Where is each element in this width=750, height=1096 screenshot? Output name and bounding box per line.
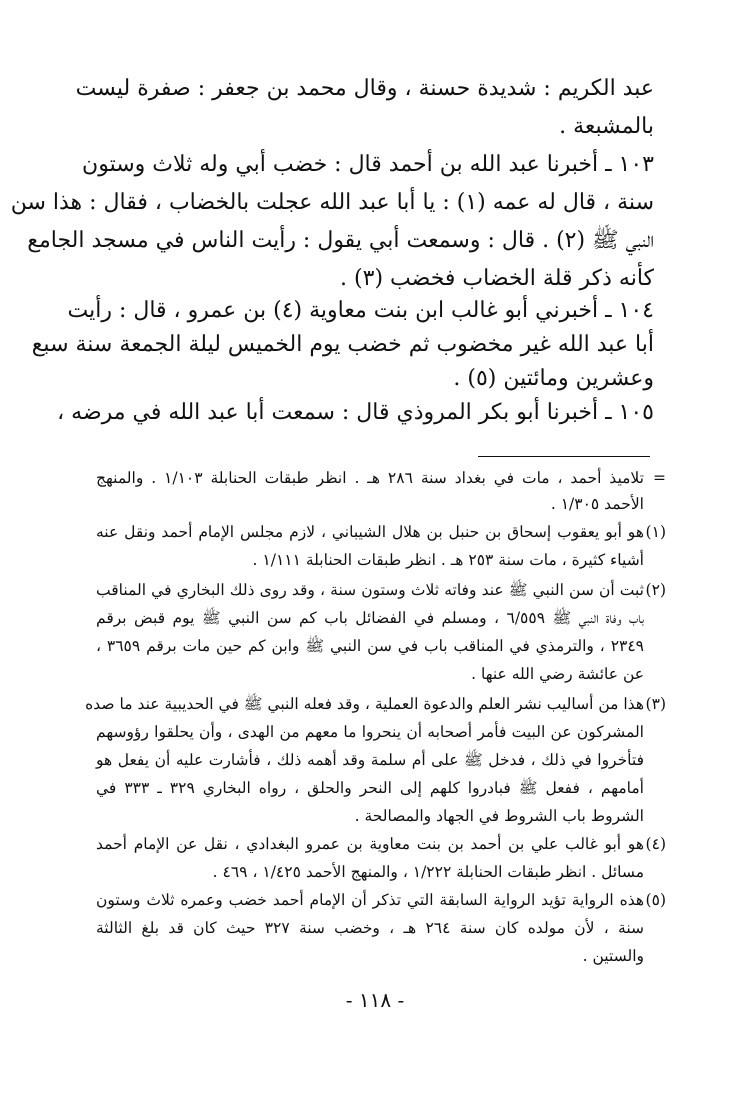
footnote-line: هو أبو يعقوب إسحاق بن حنبل بن هلال الشيباني ، لازم مجلس الإمام أحمد ونقل عنه [96,523,644,541]
footnote-line: باب وفاة النبي ﷺ ٦/٥٥٩ ، ومسلم في الفضائل باب كم سن النبي ﷺ يوم قبض برقم [96,609,645,627]
footnote-line: مسائل . انظر طبقات الحنابلة ١/٢٢٢ ، والمنهج الأحمد ١/٤٢٥ ، ٤٦٩ . [212,863,644,881]
footnote-line: المشركون عن البيت فأمر أصحابه أن ينحروا ما معهم من الهدى ، وأن يحلقوا رؤوسهم [96,723,644,741]
footnote-marker: = [653,469,666,487]
footnote-line: الشروط باب الشروط في الجهاد والمصالحة . [354,807,644,825]
footnote-marker: (٥) [645,891,666,909]
footnote-line: هذه الرواية تؤيد الرواية السابقة التي تذكر أن الإمام أحمد خضب وعمره ثلاث وستون [96,891,644,909]
footnote-line: فتأخروا في ذلك ، فدخل ﷺ على أم سلمة وقد أهمه ذلك ، فأشارت عليه أن يفعل هو [96,751,644,769]
main-text-line: أبا عبد الله غير مخضوب ثم خضب يوم الخميس ليلة الجمعة سنة سبع [31,332,654,357]
footnote-marker: (٢) [645,581,666,599]
main-text-line: وعشرين ومائتين (٥) . [453,366,654,391]
footnote-line: هو أبو غالب علي بن أحمد بن بنت معاوية بن عمرو البغدادي ، نقل عن الإمام أحمد [96,835,644,853]
footnote-marker: (١) [645,523,666,541]
main-text-line: ١٠٤ ـ أخبرني أبو غالب ابن بنت معاوية (٤) بن عمرو ، قال : رأيت [67,298,654,323]
footnote-line: والستين . [582,947,644,965]
main-text-line: بالمشبعة . [559,114,654,139]
footnote-marker: (٣) [645,695,666,713]
footnote-line: ثبت أن سن النبي ﷺ عند وفاته ثلاث وستون سنة ، وقد روى ذلك البخاري في المناقب [96,581,644,599]
footnote-line: تلاميذ أحمد ، مات في بغداد سنة ٢٨٦ هـ . انظر طبقات الحنابلة ١/١٠٣ . والمنهج [96,469,644,487]
footnote-line: سنة ، لأن مولده كان سنة ٢٦٤ هـ ، وخضب سنة ٣٢٧ حيث كان قد بلغ الثالثة [96,919,644,937]
main-text-line: ١٠٥ ـ أخبرنا أبو بكر المروذي قال : سمعت أبا عبد الله في مرضه ، [57,400,654,425]
footnote-line: أشياء كثيرة ، مات سنة ٢٥٣ هـ . انظر طبقات الحنابلة ١/١١١ . [252,551,644,569]
page-number: - ١١٨ - [345,988,405,1012]
footnote-marker: (٤) [645,835,666,853]
footnote-line: عن عائشة رضي الله عنها . [471,665,644,683]
footnote-line: هذا من أساليب نشر العلم والدعوة العملية ، وقد فعله النبي ﷺ في الحديبية عند ما صده [85,695,644,713]
footnote-line: أمامهم ، ففعل ﷺ فبادروا كلهم إلى النحر والحلق ، رواه البخاري ٣٢٩ ـ ٣٣٣ في [96,779,644,797]
main-text-line: سنة ، قال له عمه (١) : يا أبا عبد الله عجلت بالخضاب ، فقال : هذا سن [10,190,654,215]
main-text-line: النبي ﷺ (٢) . قال : وسمعت أبي يقول : رأيت الناس في مسجد الجامع [27,228,654,253]
main-text-line: ١٠٣ ـ أخبرنا عبد الله بن أحمد قال : خضب أبي وله ثلاث وستون [82,152,654,177]
main-text-line: عبد الكريم : شديدة حسنة ، وقال محمد بن جعفر : صفرة ليست [75,76,654,101]
footnote-line: الأحمد ١/٣٠٥ . [550,495,644,513]
footnote-separator [478,456,650,457]
footnote-line: ٢٣٤٩ ، والترمذي في المناقب باب في سن النبي ﷺ وابن كم حين مات برقم ٣٦٥٩ ، [96,637,644,655]
main-text-line: كأنه ذكر قلة الخضاب فخضب (٣) . [340,266,654,291]
